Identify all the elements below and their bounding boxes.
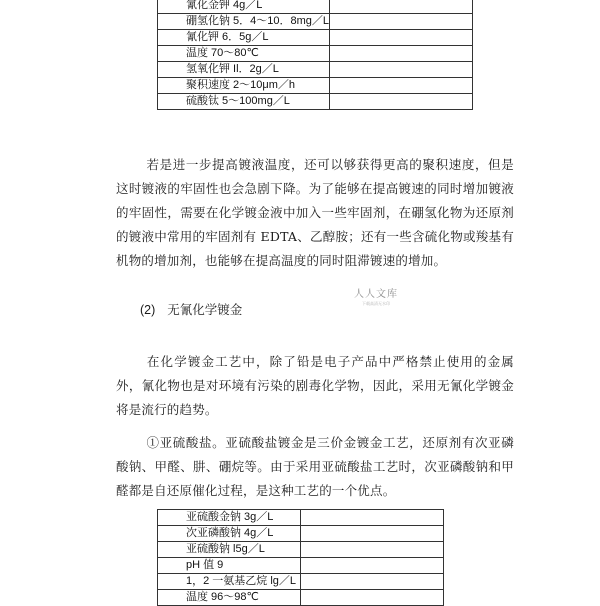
watermark-text: 人人文库 bbox=[354, 289, 398, 300]
table-row bbox=[158, 14, 473, 30]
table-cell-empty bbox=[330, 46, 473, 62]
table-cell-component: 次亚磷酸钠 4g／L bbox=[158, 526, 301, 542]
table-cell-empty bbox=[330, 62, 473, 78]
table-cell-empty bbox=[301, 558, 444, 574]
table-cell-component: pH 值 9 bbox=[158, 558, 301, 574]
table-cell-component: 温度 70～80℃ bbox=[158, 46, 330, 62]
table-row bbox=[158, 510, 444, 526]
table-cell-empty bbox=[330, 14, 473, 30]
section-number: (2) bbox=[140, 303, 156, 317]
table-cell-empty bbox=[301, 510, 444, 526]
bath-composition-table-sulfite bbox=[157, 509, 444, 606]
paragraph-stabilizer bbox=[116, 153, 514, 273]
table-row bbox=[158, 526, 444, 542]
table-row bbox=[158, 78, 473, 94]
table-row bbox=[158, 30, 473, 46]
table-cell-component: 1，2 一氨基乙烷 lg／L bbox=[158, 574, 301, 590]
table-cell-component: 硫酸钛 5～100mg／L bbox=[158, 94, 330, 110]
table-cell-empty bbox=[330, 78, 473, 94]
paragraph-sulfite bbox=[116, 431, 514, 503]
table-cell-component: 硼氢化钠 5．4～10．8mg／L bbox=[158, 14, 330, 30]
table-cell-component: 氰化金钾 4g／L bbox=[158, 0, 330, 14]
table-cell-empty bbox=[301, 526, 444, 542]
table-cell-empty bbox=[301, 590, 444, 606]
table-cell-empty bbox=[330, 94, 473, 110]
table-cell-component: 氰化钾 6．5g／L bbox=[158, 30, 330, 46]
paragraph-text: 若是进一步提高镀液温度，还可以够获得更高的聚积速度，但是这时镀液的牢固性也会急剧下降。为了能够在提高镀速的同时增加镀液的牢固性，需要在化学镀金液中加入一些牢固剂，在硼氢化物为还原剂的镀液中常用的牢固剂有 EDTA、乙醇胺；还有一些含硫化物或羧基有机物的增加剂，也能够在提高温度的同时阻滞镀速的增加。 bbox=[116, 157, 514, 268]
table-row bbox=[158, 542, 444, 558]
table-row bbox=[158, 62, 473, 78]
paragraph-text: 在化学镀金工艺中，除了铅是电子产品中严格禁止使用的金属外，氰化物也是对环境有污染的剧毒化学物，因此，采用无氰化学镀金将是流行的趋势。 bbox=[116, 354, 514, 417]
watermark-logo bbox=[350, 289, 402, 307]
table-row bbox=[158, 94, 473, 110]
table-row bbox=[158, 590, 444, 606]
bath-composition-table-cyanide bbox=[157, 0, 473, 110]
table-cell-empty bbox=[330, 30, 473, 46]
table-row bbox=[158, 574, 444, 590]
table-cell-component: 亚硫酸钠 l5g／L bbox=[158, 542, 301, 558]
table-cell-empty bbox=[330, 0, 473, 14]
table-cell-component: 聚积速度 2～10μm／h bbox=[158, 78, 330, 94]
table-cell-empty bbox=[301, 542, 444, 558]
watermark-subtext: 下载高清无水印 bbox=[362, 301, 390, 306]
paragraph-cyanide-free bbox=[116, 350, 514, 422]
table-cell-empty bbox=[301, 574, 444, 590]
table-cell-component: 亚硫酸金钠 3g／L bbox=[158, 510, 301, 526]
table-row bbox=[158, 558, 444, 574]
paragraph-text: ①亚硫酸盐。亚硫酸盐镀金是三价金镀金工艺，还原剂有次亚磷酸钠、甲醛、肼、硼烷等。由于采用亚硫酸盐工艺时，次亚磷酸钠和甲醛都是自还原催化过程，是这种工艺的一个优点。 bbox=[116, 435, 514, 498]
table-row bbox=[158, 0, 473, 14]
section-heading bbox=[140, 301, 242, 319]
table-cell-component: 氢氧化钾 Il．2g／L bbox=[158, 62, 330, 78]
table-row bbox=[158, 46, 473, 62]
section-title: 无氰化学镀金 bbox=[167, 302, 243, 317]
table-cell-component: 温度 96～98℃ bbox=[158, 590, 301, 606]
